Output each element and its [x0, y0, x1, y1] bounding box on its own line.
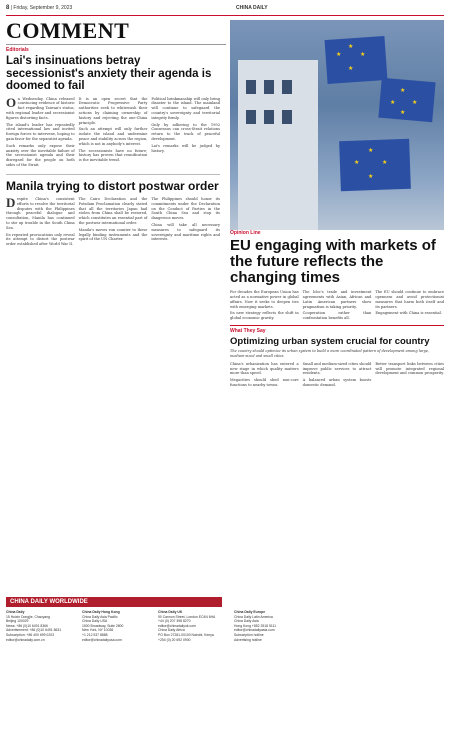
flag-star-icon: ★ — [390, 99, 396, 106]
text-column: D espite China's consistent efforts to resolve the territorial disputes with the Philippines through peaceful dialogue and consultation, Manila has continued to stir up trouble in the South China Sea. Its repeated provocations only reveal its attempt to distort the postwar order established after World War II. — [6, 194, 75, 247]
text-column: China's urbanization has entered a new stage in which quality matters more than speed. Megacities should shed non-core functions to nearby towns. — [230, 361, 299, 387]
text-column: It is an open secret that the Democratic Progressive Party authorities seek to whitewash their actions by claiming ownership of history and rejecting the one-China principle. Such an attempt will only further isolate the island and undermine peace and stability across the region, which is not in anybody's interest. The secessionists have no future; history has proven that reunification is the inevitable trend. — [78, 96, 148, 163]
header-rule — [6, 15, 444, 16]
opinion-line-tag: Opinion Line — [230, 230, 261, 236]
staff-column — [158, 610, 228, 642]
staff-line: Hong Kong +852 2518 5111 — [234, 623, 277, 628]
what-they-say-body — [230, 362, 444, 390]
staff-column — [6, 610, 76, 642]
window-shape — [246, 80, 256, 94]
staff-box-title: CHINA DAILY WORLDWIDE — [6, 597, 222, 607]
staff-line: +254 (0) 20 692 0900 — [158, 637, 191, 642]
window-shape — [282, 80, 292, 94]
staff-line: China Daily Asia — [234, 619, 259, 624]
staff-line: +44 (0) 207 398 8270 — [158, 619, 191, 624]
text-column: For decades the European Union has acted as a normative power in global affairs. Now it seeks to deepen ties with emerging markets. Its new strategy reflects the shift in global economic gravity. — [230, 290, 299, 321]
text-column: The Cairo Declaration and the Potsdam Proclamation clearly stated that all the territories Japan had stolen from China shall be restored, which constitutes an essential part of the postwar international order. Manila's moves run counter to these legally binding instruments and the spirit of the UN Charter. — [78, 196, 148, 242]
staff-line: editor@chinadailyuk.com — [158, 623, 196, 628]
window-shape — [264, 110, 274, 124]
staff-column — [234, 610, 304, 642]
staff-line: Subscription: +86 400 699 0203 — [6, 632, 54, 637]
staff-line: 90 Cannon Street, London EC4N 6HA — [158, 614, 216, 619]
staff-line: editor@chinadaily.com.cn — [6, 637, 45, 642]
flag-star-icon: ★ — [412, 99, 418, 106]
staff-box — [6, 597, 444, 739]
flag-star-icon: ★ — [368, 147, 374, 154]
flag-star-icon: ★ — [400, 87, 406, 94]
staff-line: News: +86 (0)10 6491 8366 — [6, 623, 48, 628]
flag-star-icon: ★ — [360, 51, 366, 58]
text-column: Small and medium-sized cities should improve public services to attract residents. A balanced urban system boosts domestic demand. — [302, 361, 372, 387]
flag-star-icon: ★ — [348, 43, 354, 50]
staff-line: China Daily USA — [82, 619, 108, 624]
text-column: Political brinkmanship will only bring disaster to the island. The mainland will continue to safeguard the country's sovereignty and territorial integrity firmly. Only by adhering to the 1992 Consensus can cross-Strait relations return to the track of peaceful development. Lai's remarks will be judged by history. — [151, 96, 221, 153]
intro-paragraph: The country should optimize its urban system to build a more coordinated pattern of development among large, medium-sized and small cities. — [230, 349, 430, 359]
editorials-column — [6, 47, 220, 249]
editorials-kicker: Editorials — [6, 47, 29, 53]
eu-flag — [378, 78, 435, 123]
staff-line: 1500 Broadway, Suite 2800 — [82, 623, 124, 628]
staff-line: editor@chinadailyusa.com — [82, 637, 122, 642]
section-title: COMMENT — [6, 18, 130, 43]
staff-line: Advertising hotline — [234, 637, 262, 642]
text-column: The EU should continue to embrace openness and avoid protectionist measures that harm both itself and its partners. Engagement with China is essential. — [375, 290, 445, 316]
masthead-name: CHINA DAILY — [236, 5, 268, 11]
text-column: The Philippines should honor its commitments under the Declaration on the Conduct of Parties in the South China Sea and stop its dangerous moves. China will take all necessary measures to safeguard its sovereignty and maritime rights and interests. — [151, 196, 221, 242]
opinion-body — [230, 290, 444, 322]
staff-line: PO Box 27281-00100 Nairobi, Kenya — [158, 632, 214, 637]
eu-flag — [325, 36, 388, 84]
drop-cap: D — [6, 194, 16, 210]
opinion-headline: EU engaging with markets of the future reflects the changing times — [230, 237, 436, 286]
drop-cap: O — [6, 94, 17, 110]
flag-star-icon: ★ — [368, 173, 374, 180]
staff-line: Beijing 100029 — [6, 619, 29, 624]
what-they-say-bar: What They Say — [230, 325, 444, 334]
staff-column — [82, 610, 152, 642]
staff-columns — [6, 610, 444, 642]
page-number: 8 — [6, 5, 10, 11]
editorial-body-2 — [6, 194, 221, 249]
flag-star-icon: ★ — [354, 159, 360, 166]
staff-line: China Daily Hong Kong — [82, 610, 120, 614]
flag-star-icon: ★ — [400, 109, 406, 116]
editorial-divider — [6, 174, 220, 175]
staff-line: China Daily Latin America — [234, 614, 273, 619]
staff-line: China Daily UK — [158, 610, 183, 614]
staff-line: 15 Huixin Dongjie, Chaoyang — [6, 614, 50, 619]
staff-line: China Daily Asia Pacific — [82, 614, 118, 619]
staff-line: China Daily Africa — [158, 628, 185, 633]
what-they-say-headline: Optimizing urban system crucial for country — [230, 336, 430, 348]
window-shape — [264, 80, 274, 94]
text-column: Better transport links between cities will promote integrated regional development and common prosperity. — [375, 361, 445, 376]
text-column: The bloc's trade and investment agreements with Asian, African and Latin American partners show pragmatism is taking priority. Cooperation rather than confrontation benefits all. — [302, 290, 372, 321]
staff-line: Advertisement: +86 (0)10 6491 8631 — [6, 628, 62, 633]
flag-star-icon: ★ — [336, 51, 342, 58]
staff-line: China Daily Europe — [234, 610, 266, 614]
staff-line: China Daily — [6, 610, 25, 614]
staff-line: +1 212 537 8888 — [82, 632, 108, 637]
staff-line: New York, NY 10036 — [82, 628, 114, 633]
page-date: | Friday, September 9, 2023 — [10, 5, 73, 11]
eu-flag-photo — [230, 20, 444, 230]
text-column: O n Wednesday, China released convincing evidence of historic fact regarding Taiwan's status, with regional leader and secessionist figures distorting facts. The island's leader has repeatedly cited international law and invited foreign forces to intervene, hoping to gain favor for the separatist agenda. Such remarks only expose their anxiety over the inevitable failure of the secessionist agenda and their disregard for the people on both sides of the Strait. — [6, 94, 75, 168]
editorial-headline-1: Lai's insinuations betray secessionist's anxiety their agenda is doomed to fail — [6, 55, 212, 92]
editorial-headline-2: Manila trying to distort postwar order — [6, 178, 219, 193]
window-shape — [282, 110, 292, 124]
opinion-column — [230, 20, 444, 389]
flag-star-icon: ★ — [348, 65, 354, 72]
staff-line: editor@chinadailyasia.com — [234, 628, 275, 633]
window-shape — [246, 110, 256, 124]
section-divider — [6, 44, 226, 45]
staff-line: Subscription hotline — [234, 632, 264, 637]
flag-star-icon: ★ — [382, 159, 388, 166]
editorial-body-1 — [6, 94, 221, 170]
eu-flag — [339, 139, 411, 191]
